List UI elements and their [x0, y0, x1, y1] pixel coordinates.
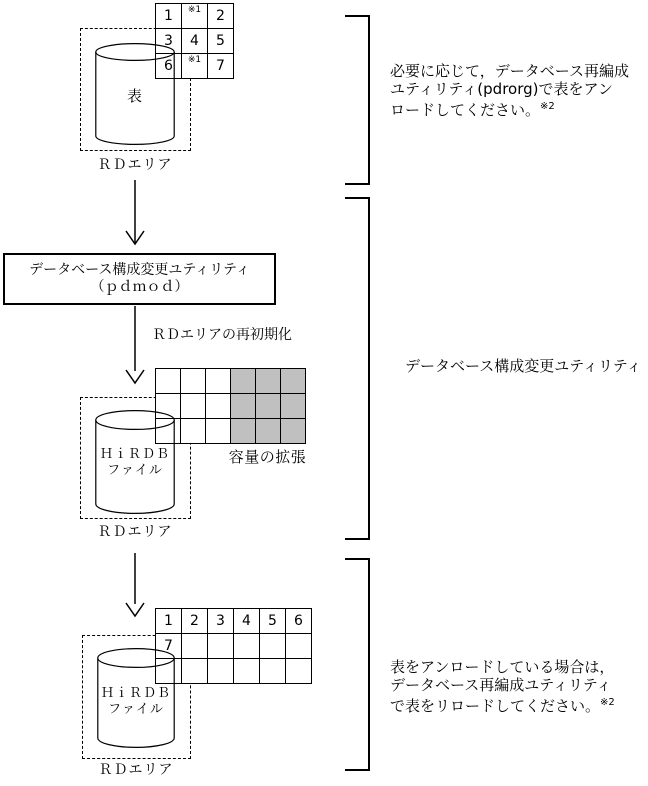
- annotation-bracket-middle: [345, 198, 369, 539]
- grid-cell: [208, 634, 234, 659]
- flow-arrow-3-head-icon: [126, 603, 144, 616]
- annotation-line: ユティリティ(pdrorg)で表をアン: [390, 80, 613, 98]
- grid-cell: 5: [260, 609, 286, 634]
- grid-cell: 7: [156, 634, 182, 659]
- grid-cell: [156, 369, 181, 394]
- rd-area-label-top: ＲＤエリア: [97, 157, 173, 173]
- grid-cell: [181, 394, 206, 419]
- rd-area-capacity-grid: [155, 368, 306, 444]
- grid-cell: [286, 659, 312, 684]
- grid-cell: 6: [286, 609, 312, 634]
- grid-cell: 3: [208, 609, 234, 634]
- footnote-ref: ※2: [600, 697, 615, 708]
- grid-cell: [231, 394, 256, 419]
- table-cylinder-label: 表: [126, 87, 143, 105]
- grid-cell: [206, 369, 231, 394]
- grid-cell: [182, 634, 208, 659]
- grid-cell: 3: [156, 29, 182, 54]
- pdmod-box-line1: データベース構成変更ユティリティ: [29, 262, 250, 278]
- hirdb-label-line2: ファイル: [108, 702, 164, 717]
- annotation-line: ロードしてください。$^{※2}$: [390, 101, 555, 119]
- rd-area-label-bottom: ＲＤエリア: [98, 762, 174, 778]
- rd-area-label-middle: ＲＤエリア: [97, 524, 173, 540]
- grid-cell: 4: [182, 29, 208, 54]
- grid-cell: [260, 634, 286, 659]
- hirdb-label-line1: ＨｉＲＤＢ: [99, 447, 170, 462]
- hirdb-file-label-middle: [95, 447, 175, 479]
- grid-cell: [206, 419, 231, 444]
- annotation-line: データベース再編成ユティリティ: [390, 676, 612, 694]
- annotation-reload-text: [390, 658, 615, 715]
- pdmod-box-line2: （ｐｄｍｏｄ）: [90, 279, 189, 295]
- grid-cell: 6: [156, 54, 182, 79]
- grid-cell: 5: [208, 29, 234, 54]
- annotation-line: 必要に応じて，データベース再編成: [390, 62, 629, 80]
- grid-cell: 7: [208, 54, 234, 79]
- annotation-pdmod-text: [405, 357, 642, 375]
- grid-cell: [181, 419, 206, 444]
- flow-arrow-2-head-icon: [126, 370, 144, 383]
- grid-cell: [256, 394, 281, 419]
- grid-cell: [260, 659, 286, 684]
- grid-cell: [208, 659, 234, 684]
- hirdb-label-line1: ＨｉＲＤＢ: [100, 686, 171, 701]
- hirdb-file-label-bottom: [97, 686, 175, 718]
- grid-cell: 1: [156, 609, 182, 634]
- grid-cell: [231, 419, 256, 444]
- grid-cell: 2: [208, 4, 234, 29]
- grid-cell: [256, 369, 281, 394]
- grid-cell: [206, 394, 231, 419]
- pdmod-utility-box: [3, 253, 276, 305]
- grid-cell: [231, 369, 256, 394]
- grid-cell: 4: [234, 609, 260, 634]
- grid-cell: ※1: [182, 54, 208, 79]
- table-pages-grid-bottom: [155, 608, 312, 684]
- grid-cell: ※1: [182, 4, 208, 29]
- grid-cell: [181, 369, 206, 394]
- footnote-ref: ※2: [540, 101, 555, 112]
- annotation-line: 表をアンロードしている場合は，: [390, 658, 615, 676]
- grid-cell: [256, 419, 281, 444]
- capacity-expansion-label: 容量の拡張: [228, 448, 307, 466]
- grid-cell: [281, 394, 306, 419]
- annotation-bracket-top: [345, 16, 369, 184]
- annotation-line: データベース構成変更ユティリティ: [405, 357, 642, 375]
- grid-cell: [234, 659, 260, 684]
- grid-cell: 2: [182, 609, 208, 634]
- flow-arrow-1-head-icon: [126, 231, 144, 244]
- grid-cell: [286, 634, 312, 659]
- grid-cell: 1: [156, 4, 182, 29]
- grid-cell: [281, 369, 306, 394]
- annotation-unload-text: [390, 62, 629, 119]
- grid-cell: [182, 659, 208, 684]
- hirdb-label-line2: ファイル: [107, 463, 163, 478]
- rd-area-reinit-label: ＲＤエリアの再初期化: [152, 327, 292, 343]
- grid-cell: [281, 419, 306, 444]
- grid-cell: [234, 634, 260, 659]
- annotation-bracket-bottom: [345, 559, 369, 770]
- annotation-line: で表をリロードしてください。$^{※2}$: [390, 697, 615, 715]
